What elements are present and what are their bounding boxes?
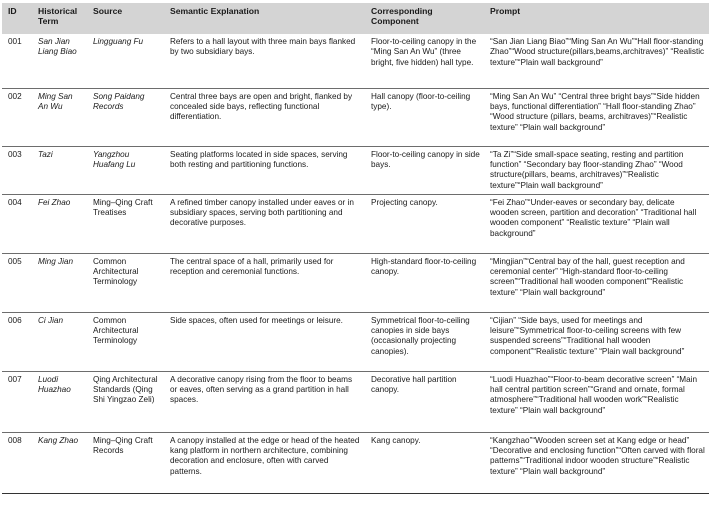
cell-semantic: Central three bays are open and bright, flanked by concealed side bays, reflecting functional differentiation. — [164, 88, 365, 146]
cell-source: Common Architectural Terminology — [87, 253, 164, 312]
table-row — [2, 371, 709, 432]
cell-prompt: “Ta Zi”“Side small-space seating, resting and partition function” “Secondary bay floor-standing Zhao” “Wood structure(pillars, beams, architraves)”“Realistic texture”“Plain wall background” — [484, 146, 709, 194]
cell-prompt: “San Jian Liang Biao”“Ming San An Wu”“Hall floor-standing Zhao”“Wood structure(pillars,beams,architraves)” “Realistic texture”“Plain wall background” — [484, 34, 709, 88]
cell-source: Ming–Qing Craft Records — [87, 432, 164, 493]
cell-term: Ci Jian — [32, 312, 87, 371]
cell-id: 005 — [2, 253, 32, 312]
cell-component: Hall canopy (floor-to-ceiling type). — [365, 88, 484, 146]
cell-component: Decorative hall partition canopy. — [365, 371, 484, 432]
cell-source: Common Architectural Terminology — [87, 312, 164, 371]
cell-semantic: A decorative canopy rising from the floor to beams or eaves, often serving as a grand partition in hall spaces. — [164, 371, 365, 432]
cell-id: 008 — [2, 432, 32, 493]
cell-term: Fei Zhao — [32, 194, 87, 253]
header-term: Historical Term — [32, 3, 87, 34]
cell-prompt: “Kangzhao”“Wooden screen set at Kang edge or head” “Decorative and enclosing function”“Often carved with floral patterns”“Traditional indoor wooden structure”“Realistic texture” “Plain wall background” — [484, 432, 709, 493]
cell-term: Ming Jian — [32, 253, 87, 312]
table-row — [2, 312, 709, 371]
table-row — [2, 194, 709, 253]
cell-source: Ming–Qing Craft Treatises — [87, 194, 164, 253]
table-row — [2, 432, 709, 493]
cell-prompt: “Luodi Huazhao”“Floor-to-beam decorative screen” “Main hall central partition screen”“Grand and ornate, formal atmosphere”“Traditional hall wooden work”“Realistic texture” “Plain wall background” — [484, 371, 709, 432]
cell-term: Ming San An Wu — [32, 88, 87, 146]
terminology-table-container — [2, 3, 709, 494]
cell-component: High-standard floor-to-ceiling canopy. — [365, 253, 484, 312]
header-component: Corresponding Component — [365, 3, 484, 34]
cell-source: Qing Architectural Standards (Qing Shi Yingzao Zeli) — [87, 371, 164, 432]
header-id: ID — [2, 3, 32, 34]
terminology-table — [2, 3, 709, 494]
header-source: Source — [87, 3, 164, 34]
cell-id: 004 — [2, 194, 32, 253]
cell-component: Kang canopy. — [365, 432, 484, 493]
cell-prompt: “Fei Zhao”“Under-eaves or secondary bay, delicate wooden screen, partition and decoration” “Traditional hall wooden component” “Realistic texture” “Plain wall background” — [484, 194, 709, 253]
cell-component: Floor-to-ceiling canopy in the “Ming San An Wu” (three bright, five hidden) hall type. — [365, 34, 484, 88]
cell-id: 007 — [2, 371, 32, 432]
cell-semantic: A refined timber canopy installed under eaves or in subsidiary spaces, serving both partitioning and decorative purposes. — [164, 194, 365, 253]
cell-component: Projecting canopy. — [365, 194, 484, 253]
cell-semantic: Side spaces, often used for meetings or leisure. — [164, 312, 365, 371]
cell-semantic: A canopy installed at the edge or head of the heated kang platform in northern architecture, combining decoration and enclosure, often with carved patterns. — [164, 432, 365, 493]
cell-component: Symmetrical floor-to-ceiling canopies in side bays (occasionally projecting canopies). — [365, 312, 484, 371]
header-semantic: Semantic Explanation — [164, 3, 365, 34]
cell-source: Lingguang Fu — [87, 34, 164, 88]
cell-term: Tazi — [32, 146, 87, 194]
table-row — [2, 34, 709, 88]
cell-semantic: Seating platforms located in side spaces, serving both resting and partitioning functions. — [164, 146, 365, 194]
cell-term: San Jian Liang Biao — [32, 34, 87, 88]
cell-prompt: “Cijian” “Side bays, used for meetings and leisure”“Symmetrical floor-to-ceiling screens with few suspended screens”“Traditional hall wooden component”“Realistic texture” “Plain wall background” — [484, 312, 709, 371]
cell-semantic: Refers to a hall layout with three main bays flanked by two subsidiary bays. — [164, 34, 365, 88]
table-row — [2, 146, 709, 194]
cell-id: 002 — [2, 88, 32, 146]
cell-term: Kang Zhao — [32, 432, 87, 493]
cell-source: Song Paidang Records — [87, 88, 164, 146]
cell-id: 001 — [2, 34, 32, 88]
cell-semantic: The central space of a hall, primarily used for reception and ceremonial functions. — [164, 253, 365, 312]
header-prompt: Prompt — [484, 3, 709, 34]
cell-id: 006 — [2, 312, 32, 371]
table-row — [2, 253, 709, 312]
cell-prompt: “Mingjian”“Central bay of the hall, guest reception and ceremonial center” “High-standard floor-to-ceiling screen”“Traditional hall wooden component”“Realistic texture” “Plain wall background” — [484, 253, 709, 312]
cell-source: Yangzhou Huafang Lu — [87, 146, 164, 194]
table-row — [2, 88, 709, 146]
cell-term: Luodi Huazhao — [32, 371, 87, 432]
cell-id: 003 — [2, 146, 32, 194]
cell-component: Floor-to-ceiling canopy in side bays. — [365, 146, 484, 194]
table-header-row — [2, 3, 709, 34]
cell-prompt: “Ming San An Wu” “Central three bright bays”“Side hidden bays, functional differentiation” “Hall floor-standing Zhao” “Wood structure (pillars, beams, architraves)”“Realistic texture” “Plain wall background” — [484, 88, 709, 146]
